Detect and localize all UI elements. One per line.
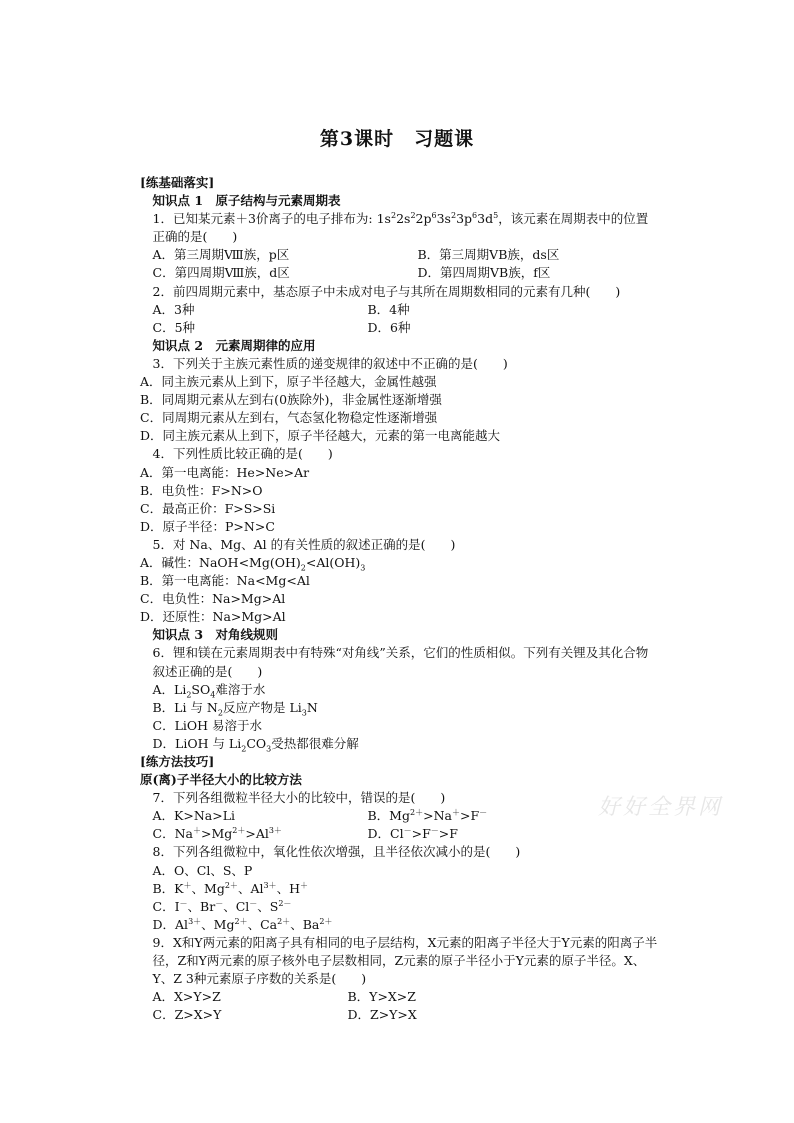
section-header-basic: [练基础落实] — [140, 175, 215, 190]
option-d: D．原子半径：P>N>C — [140, 518, 275, 534]
option-b: B．Y>X>Z — [347, 989, 416, 1005]
question-7-stem: 7．下列各组微粒半径大小的比较中，错误的是( ) — [152, 790, 446, 806]
option-a: A．O、Cl、S、P — [152, 862, 253, 878]
option-a: A．第一电离能：He>Ne>Ar — [140, 464, 310, 480]
option-d: D．Z>Y>X — [347, 1007, 417, 1023]
option-d: D．$Al^{3+}$、$Mg^{2+}$、$Ca^{2+}$、$Ba^{2+}$ — [152, 916, 333, 932]
option-c: C．LiOH 易溶于水 — [152, 717, 262, 733]
option-d: D．同主族元素从上到下，原子半径越大，元素的第一电离能越大 — [140, 428, 501, 444]
question-1-options-row1 — [140, 246, 660, 264]
watermark: 好好全界网 — [598, 795, 724, 820]
option-a: A．K>Na>Li — [152, 808, 236, 824]
option-b: B．$Mg^{2+}>Na^+>F^-$ — [367, 808, 488, 824]
method-title: 原(离)子半径大小的比较方法 — [140, 772, 302, 788]
question-5-stem: 5．对 Na、Mg、Al 的有关性质的叙述正确的是( ) — [152, 536, 456, 552]
option-b: B．K＋、$Mg^{2+}$、$Al^{3+}$、H＋ — [152, 880, 308, 896]
option-b: B．同周期元素从左到右(0族除外)，非金属性逐渐增强 — [140, 392, 442, 408]
page-title — [0, 124, 794, 151]
question-2-options-row2 — [140, 319, 660, 337]
knowledge-point-3: 知识点 3 对角线规则 — [152, 627, 279, 643]
question-1-options-row2 — [140, 264, 660, 282]
question-7-options-row1 — [140, 807, 660, 825]
option-a: A．同主族元素从上到下，原子半径越大，金属性越强 — [140, 374, 437, 390]
knowledge-point-1: 知识点 1 原子结构与元素周期表 — [152, 193, 341, 209]
knowledge-point-2: 知识点 2 元素周期律的应用 — [152, 337, 316, 353]
section-header-method: [练方法技巧] — [140, 754, 215, 769]
title-type: 习题课 — [414, 128, 475, 150]
option-a: A．$Li_2SO_4$难溶于水 — [152, 681, 266, 700]
question-9-stem: 9．X和Y两元素的阳离子具有相同的电子层结构，X元素的阳离子半径大于Y元素的阳离子半径，Z和Y两元素的原子核外电子层数相同，Z元素的原子半径小于Y元素的原子半径。X、Y、Z 3种元素原子序数的关系是( ) — [152, 934, 658, 987]
option-b: B．第三周期ⅤB族，ds区 — [417, 247, 560, 263]
option-c: C．Z>X>Y — [152, 1007, 222, 1023]
option-b: B．第一电离能：Na<Mg<Al — [140, 573, 310, 589]
option-c: C．第四周期Ⅷ族，d区 — [152, 265, 290, 281]
option-c: C．5种 — [152, 319, 196, 335]
option-c: C．最高正价：F>S>Si — [140, 500, 276, 516]
question-7-options-row2 — [140, 825, 660, 843]
exercise-body — [140, 174, 660, 1024]
option-a: A．第三周期Ⅷ族，p区 — [152, 247, 290, 263]
option-b: B．4种 — [367, 301, 410, 317]
question-6-stem: 6．锂和镁在元素周期表中有特殊“对角线”关系，它们的性质相似。下列有关锂及其化合物叙述正确的是( ) — [152, 645, 649, 679]
option-b: B．电负性：F>N>O — [140, 482, 263, 498]
option-d: D．Cl－>F－>F — [367, 826, 458, 842]
question-9-options-row2 — [140, 1006, 660, 1024]
option-a: A．X>Y>Z — [152, 989, 221, 1005]
question-4-stem: 4．下列性质比较正确的是( ) — [152, 446, 333, 462]
option-d: D．还原性：Na>Mg>Al — [140, 609, 286, 625]
option-c: C．I－、Br－、Cl－、$S^{2-}$ — [152, 898, 292, 914]
title-lesson: 第3课时 — [319, 128, 395, 150]
question-2-stem: 2．前四周期元素中，基态原子中未成对电子与其所在周期数相同的元素有几种( ) — [152, 283, 621, 299]
option-a: A．碱性：$NaOH<Mg(OH)_2<Al(OH)_3$ — [140, 554, 366, 573]
option-c: C．$Na^+>Mg^{2+}>Al^{3+}$ — [152, 826, 282, 842]
option-b: B．Li 与 $N_2$反应产物是 $Li_3N$ — [152, 699, 318, 718]
question-8-stem: 8．下列各组微粒中，氧化性依次增强，且半径依次减小的是( ) — [152, 844, 521, 860]
option-a: A．3种 — [152, 301, 195, 317]
question-1-stem: 1．已知某元素＋3价离子的电子排布为: $1s^22s^22p^63s^23p^63d^5$，该元素在周期表中的位置正确的是( ) — [152, 211, 649, 245]
option-d: D．第四周期ⅤB族，f区 — [417, 265, 551, 281]
option-d: D．LiOH 与 $Li_2CO_3$受热都很难分解 — [152, 735, 359, 754]
option-c: C．电负性：Na>Mg>Al — [140, 591, 286, 607]
question-9-options-row1 — [140, 988, 660, 1006]
option-d: D．6种 — [367, 319, 411, 335]
question-3-stem: 3．下列关于主族元素性质的递变规律的叙述中不正确的是( ) — [152, 355, 508, 371]
option-c: C．同周期元素从左到右，气态氢化物稳定性逐渐增强 — [140, 410, 438, 426]
question-2-options-row1 — [140, 301, 660, 319]
